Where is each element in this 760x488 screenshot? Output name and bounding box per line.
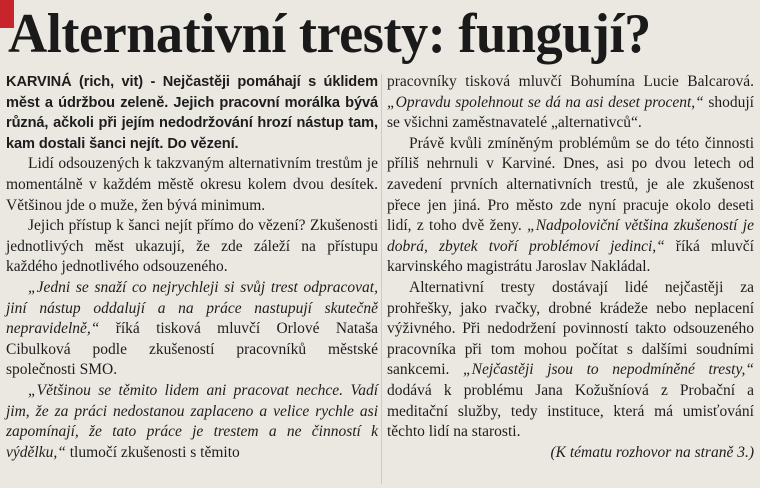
paragraph-text: pracovníky tisková mluvčí Bohumína Lucie Balcarová.	[387, 73, 754, 90]
article-lead: KARVINÁ (rich, vit) - Nejčastěji pomáhají s úklidem měst a údržbou zeleně. Jejich pracovní morálka bývá různá, ačkoli při jejím nedodržování hrozí nástup tam, kam dostali šanci nejít. Do vězení.	[6, 74, 378, 152]
article-column-right	[387, 72, 754, 463]
cross-reference-note: (K tématu rozhovor na straně 3.)	[550, 443, 754, 461]
paragraph	[387, 134, 754, 278]
article-headline: Alternativní tresty: fungují?	[8, 3, 651, 65]
paragraph-text: říká tisková mluvčí Orlové Nataša Cibulková podle zkušeností pracovníků městské společnosti SMO.	[6, 320, 378, 379]
paragraph-text: dodává k problému Jana Kožušníová z Probační a meditační služby, tedy instituce, která má umisťování těchto lidí na starosti.	[387, 381, 754, 441]
column-divider	[381, 74, 382, 484]
paragraph	[6, 381, 378, 463]
quote: „Nadpoloviční většina zkušeností je dobrá, zbytek tvoří problémoví jedinci,“	[387, 217, 754, 255]
article-column-left	[6, 72, 378, 463]
paragraph: Lidí odsouzených k takzvaným alternativním trestům je momentálně v každém městě okresu kolem dvou desítek. Většinou jde o muže, žen bývá minimum.	[6, 155, 378, 214]
quote: „Opravdu spolehnout se dá na asi deset procent,“	[387, 93, 704, 111]
paragraph-text: Alternativní tresty dostávají lidé nejčastěji za prohřešky, jako rvačky, drobné krádeže nebo neplacení výživného. Při nedodržení povinností takto odsouzeného pracovníka při tom mohou počítat s dalšími soudními sankcemi.	[387, 278, 754, 379]
paragraph	[6, 278, 378, 381]
quote: „Jedni se snaží co nejrychleji si svůj trest odpracovat, jiní nástup oddalují a na práce nastupují skutečně nepravidelně,“	[6, 278, 378, 338]
paragraph-text: shodují se všichni zaměstnavatelé „alternativců“.	[387, 93, 754, 132]
paragraph-text: říká mluvčí karvinského magistrátu Jaroslav Nakládal.	[387, 237, 754, 276]
quote: „Většinou se těmito lidem ani pracovat nechce. Vadí jim, že za práci nedostanou zaplaceno a velice rychle asi zapomínají, že tato práce je trestem a ne činností k výdělku,“	[6, 381, 378, 461]
paragraph-text: Právě kvůli zmíněným problémům se do této činnosti příliš nehrnuli v Karviné. Dnes, asi po dvou letech od zavedení prvních alternativních trestů, je ale zkušenost přece jen jiná. Pro město zde nyní pracuje okolo deseti lidí, z toho dvě ženy.	[387, 134, 754, 235]
paragraph	[387, 72, 754, 134]
paragraph	[387, 278, 754, 443]
paragraph: Jejich přístup k šanci nejít přímo do vězení? Zkušenosti jednotlivých měst ukazují, že zde záleží na přístupu každého jednotlivého odsouzeného.	[6, 217, 378, 276]
paragraph-text: tlumočí zkušenosti s těmito	[65, 443, 240, 461]
quote: „Nejčastěji jsou to nepodmíněné tresty,“	[463, 361, 754, 379]
